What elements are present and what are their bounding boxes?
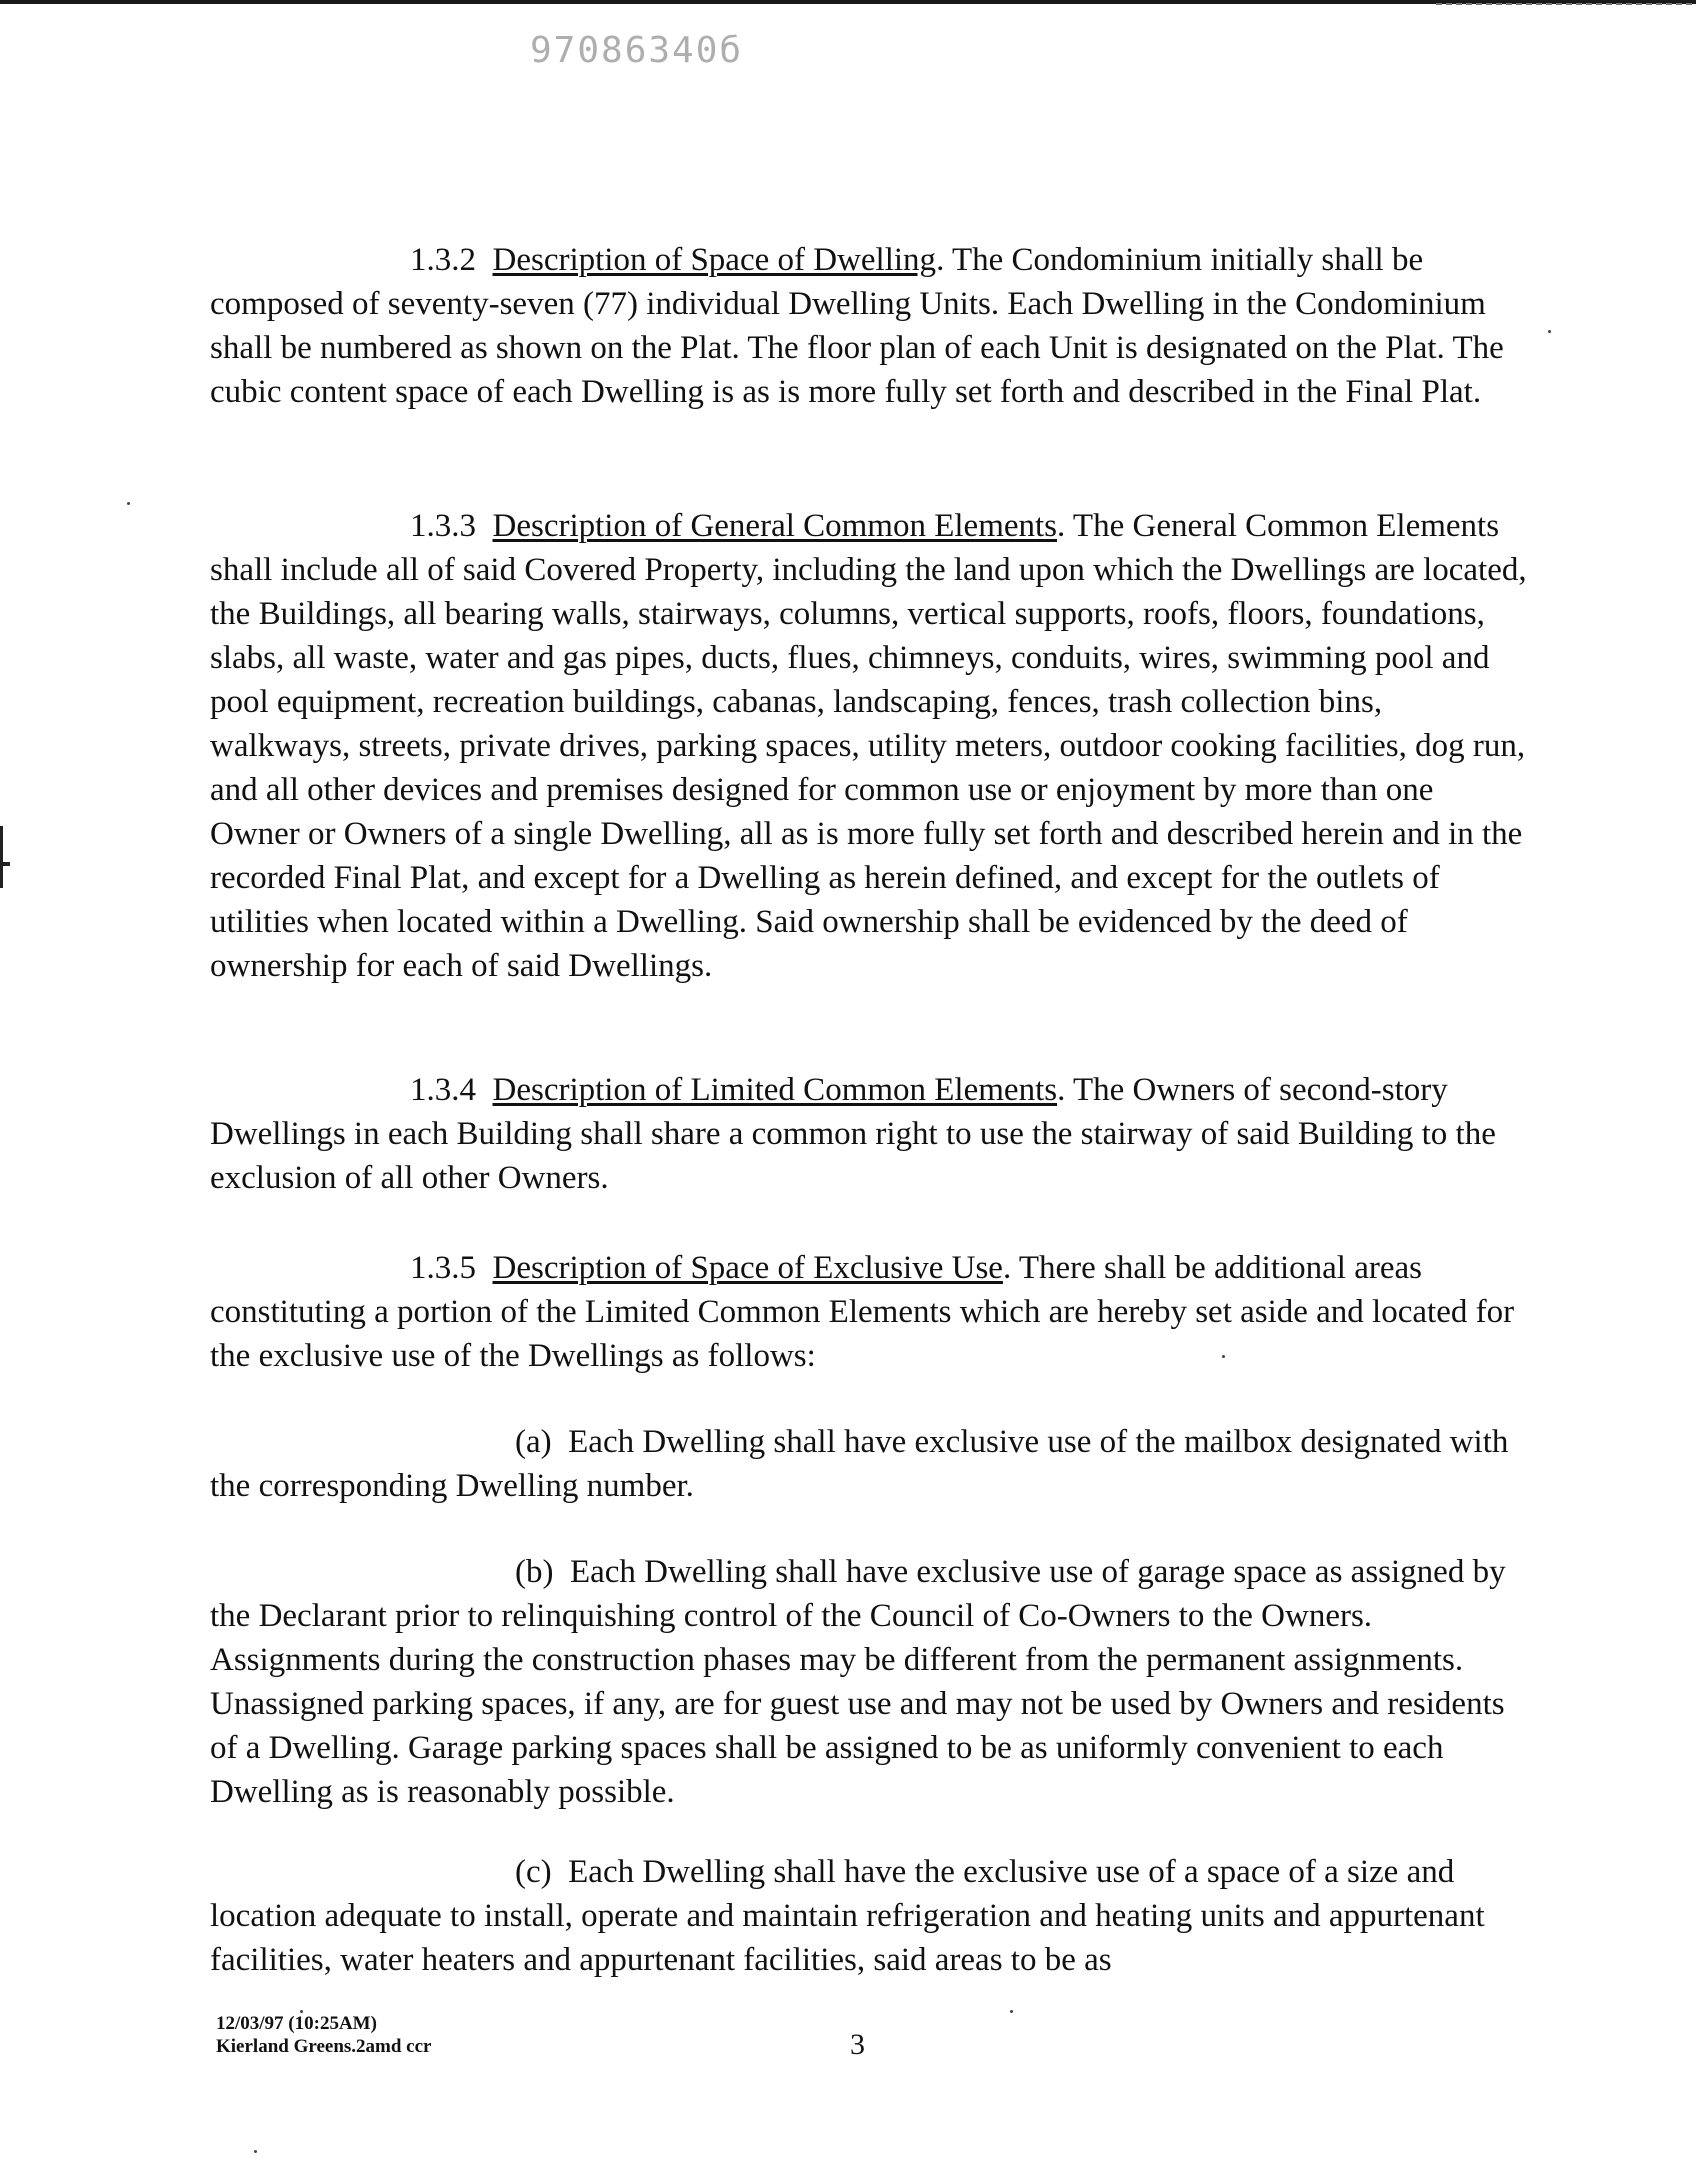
footer-filename: Kierland Greens.2amd ccr [216,2036,432,2057]
section-heading: Description of Space of Exclusive Use [492,1250,1003,1286]
section-1-3-2 [210,238,1530,414]
scan-speck [1548,330,1551,333]
recording-number-stamp: 97086340б [530,30,744,71]
section-1-3-5 [210,1246,1530,1378]
document-footer-info [216,2012,431,2058]
section-number: 1.3.5 [410,1250,476,1286]
page-number: 3 [850,2028,865,2061]
section-body: . The General Common Elements shall include all of said Covered Property, including the land upon which the Dwellings are located, the Buildings, all bearing walls, stairways, columns, vertical supports, roofs, floors, foundations, slabs, all waste, water and gas pipes, ducts, flues, chimneys, conduits, wires, swimming pool and pool equipment, recreation buildings, cabanas, landscaping, fences, trash collection bins, walkways, streets, private drives, parking spaces, utility meters, outdoor cooking facilities, dog run, and all other devices and premises designed for common use or enjoyment by more than one Owner or Owners of a single Dwelling, all as is more fully set forth and described herein and in the recorded Final Plat, and except for a Dwelling as herein defined, and except for the outlets of utilities when located within a Dwelling. Said ownership shall be evidenced by the deed of ownership for each of said Dwellings. [210,508,1527,984]
subitem-a [210,1420,1530,1508]
scan-margin-mark [0,826,3,888]
section-heading: Description of Space of Dwelling [492,242,937,278]
subitem-body: Each Dwelling shall have exclusive use of garage space as assigned by the Declarant prior to relinquishing control of the Council of Co-Owners to the Owners. Assignments during the construction phases may be different from the permanent assignments. Unassigned parking spaces, if any, are for guest use and may not be used by Owners and residents of a Dwelling. Garage parking spaces shall be assigned to be as uniformly convenient to each Dwelling as is reasonably possible. [210,1554,1506,1810]
footer-date: 12/03/97 (10:25AM) [216,2013,377,2034]
section-body: . The Owners of second-story Dwellings in each Building shall share a common right to use the stairway of said Building to the exclusion of all other Owners. [210,1072,1496,1196]
subitem-label: (a) [515,1424,552,1460]
section-body: . There shall be additional areas constituting a portion of the Limited Common Elements which are hereby set aside and located for the exclusive use of the Dwellings as follows: [210,1250,1515,1374]
subitem-b [210,1550,1530,1814]
section-heading: Description of Limited Common Elements [492,1072,1058,1108]
scan-speck [1010,2010,1013,2013]
scan-speck [300,2010,303,2013]
scan-speck [254,2150,257,2153]
subitem-label: (c) [515,1854,552,1890]
scan-margin-tick [0,862,10,866]
section-body: . The Condominium initially shall be composed of seventy-seven (77) individual Dwelling Units. Each Dwelling in the Condominium shall be numbered as shown on the Plat. The floor plan of each Unit is designated on the Plat. The cubic content space of each Dwelling is as is more fully set forth and described in the Final Plat. [210,242,1504,410]
section-number: 1.3.3 [410,508,476,544]
subitem-c [210,1850,1530,1982]
scan-speck [127,502,130,505]
section-heading: Description of General Common Elements [492,508,1058,544]
scan-top-edge-fade [1436,3,1696,5]
subitem-body: Each Dwelling shall have the exclusive use of a space of a size and location adequate to install, operate and maintain refrigeration and heating units and appurtenant facilities, water heaters and appurtenant facilities, said areas to be as [210,1854,1485,1978]
section-1-3-4 [210,1068,1530,1200]
section-number: 1.3.2 [410,242,476,278]
section-1-3-3 [210,504,1530,988]
scan-speck [1222,1355,1225,1358]
subitem-label: (b) [515,1554,554,1590]
section-number: 1.3.4 [410,1072,476,1108]
subitem-body: Each Dwelling shall have exclusive use of the mailbox designated with the corresponding Dwelling number. [210,1424,1509,1504]
